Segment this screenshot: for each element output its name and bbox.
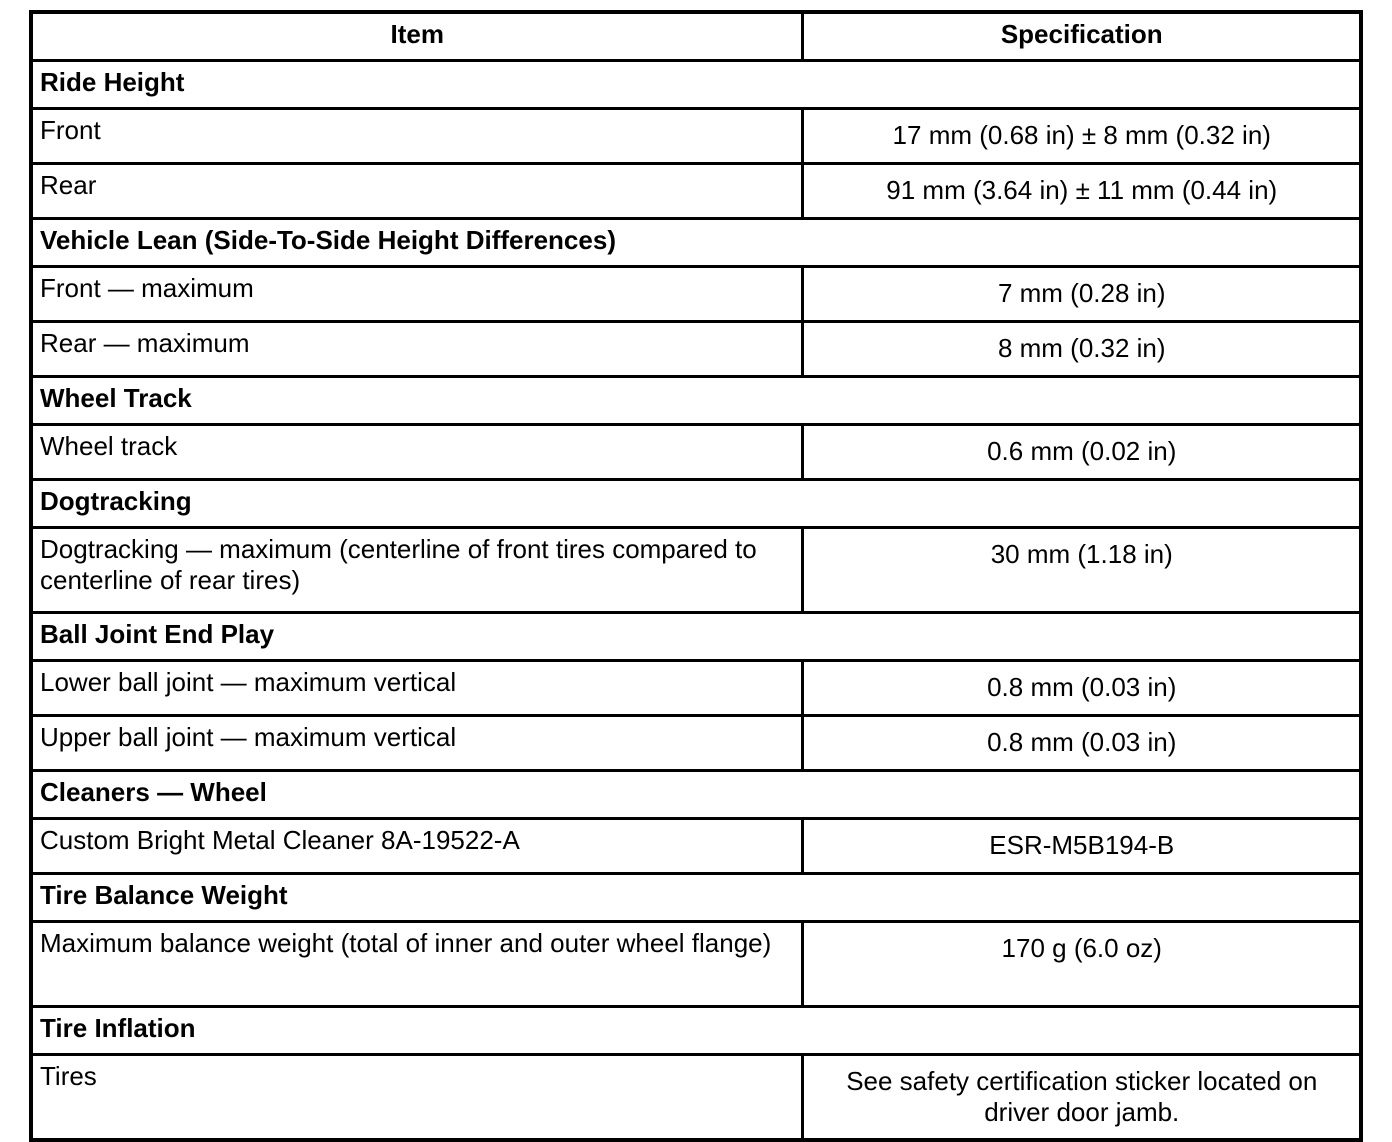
item-cell: Dogtracking — maximum (centerline of front tires compared to centerline of rear tires) <box>31 528 802 613</box>
section-title: Ball Joint End Play <box>31 613 1361 661</box>
item-cell: Tires <box>31 1055 802 1141</box>
spec-cell: 0.8 mm (0.03 in) <box>802 661 1361 716</box>
item-cell: Maximum balance weight (total of inner and outer wheel flange) <box>31 922 802 1007</box>
item-cell: Upper ball joint — maximum vertical <box>31 716 802 771</box>
spec-cell: See safety certification sticker located on driver door jamb. <box>802 1055 1361 1141</box>
specification-column-header: Specification <box>802 12 1361 61</box>
spec-cell: 91 mm (3.64 in) ± 11 mm (0.44 in) <box>802 164 1361 219</box>
section-row-vehicle-lean <box>31 219 1361 267</box>
table-row <box>31 1055 1361 1141</box>
spec-cell: 170 g (6.0 oz) <box>802 922 1361 1007</box>
section-title: Vehicle Lean (Side-To-Side Height Differences) <box>31 219 1361 267</box>
section-title: Ride Height <box>31 61 1361 109</box>
section-title: Cleaners — Wheel <box>31 771 1361 819</box>
section-row-ball-joint-end-play <box>31 613 1361 661</box>
section-row-wheel-track <box>31 377 1361 425</box>
specification-table <box>29 10 1363 1142</box>
item-cell: Wheel track <box>31 425 802 480</box>
table-row <box>31 528 1361 613</box>
table-row <box>31 922 1361 1007</box>
item-cell: Rear <box>31 164 802 219</box>
section-title: Wheel Track <box>31 377 1361 425</box>
table-row <box>31 322 1361 377</box>
table-row <box>31 819 1361 874</box>
item-column-header: Item <box>31 12 802 61</box>
item-cell: Front <box>31 109 802 164</box>
spec-cell: 8 mm (0.32 in) <box>802 322 1361 377</box>
item-cell: Lower ball joint — maximum vertical <box>31 661 802 716</box>
item-cell: Rear — maximum <box>31 322 802 377</box>
item-cell: Custom Bright Metal Cleaner 8A-19522-A <box>31 819 802 874</box>
spec-cell: 0.6 mm (0.02 in) <box>802 425 1361 480</box>
table-row <box>31 716 1361 771</box>
spec-cell: 17 mm (0.68 in) ± 8 mm (0.32 in) <box>802 109 1361 164</box>
table-row <box>31 267 1361 322</box>
spec-cell: 30 mm (1.18 in) <box>802 528 1361 613</box>
section-title: Tire Balance Weight <box>31 874 1361 922</box>
section-row-ride-height <box>31 61 1361 109</box>
header-row <box>31 12 1361 61</box>
section-title: Dogtracking <box>31 480 1361 528</box>
section-row-tire-inflation <box>31 1007 1361 1055</box>
section-row-tire-balance-weight <box>31 874 1361 922</box>
section-row-cleaners-wheel <box>31 771 1361 819</box>
section-title: Tire Inflation <box>31 1007 1361 1055</box>
item-cell: Front — maximum <box>31 267 802 322</box>
table-row <box>31 425 1361 480</box>
section-row-dogtracking <box>31 480 1361 528</box>
table-row <box>31 661 1361 716</box>
spec-cell: ESR-M5B194-B <box>802 819 1361 874</box>
table-row <box>31 164 1361 219</box>
table-row <box>31 109 1361 164</box>
spec-cell: 0.8 mm (0.03 in) <box>802 716 1361 771</box>
spec-cell: 7 mm (0.28 in) <box>802 267 1361 322</box>
